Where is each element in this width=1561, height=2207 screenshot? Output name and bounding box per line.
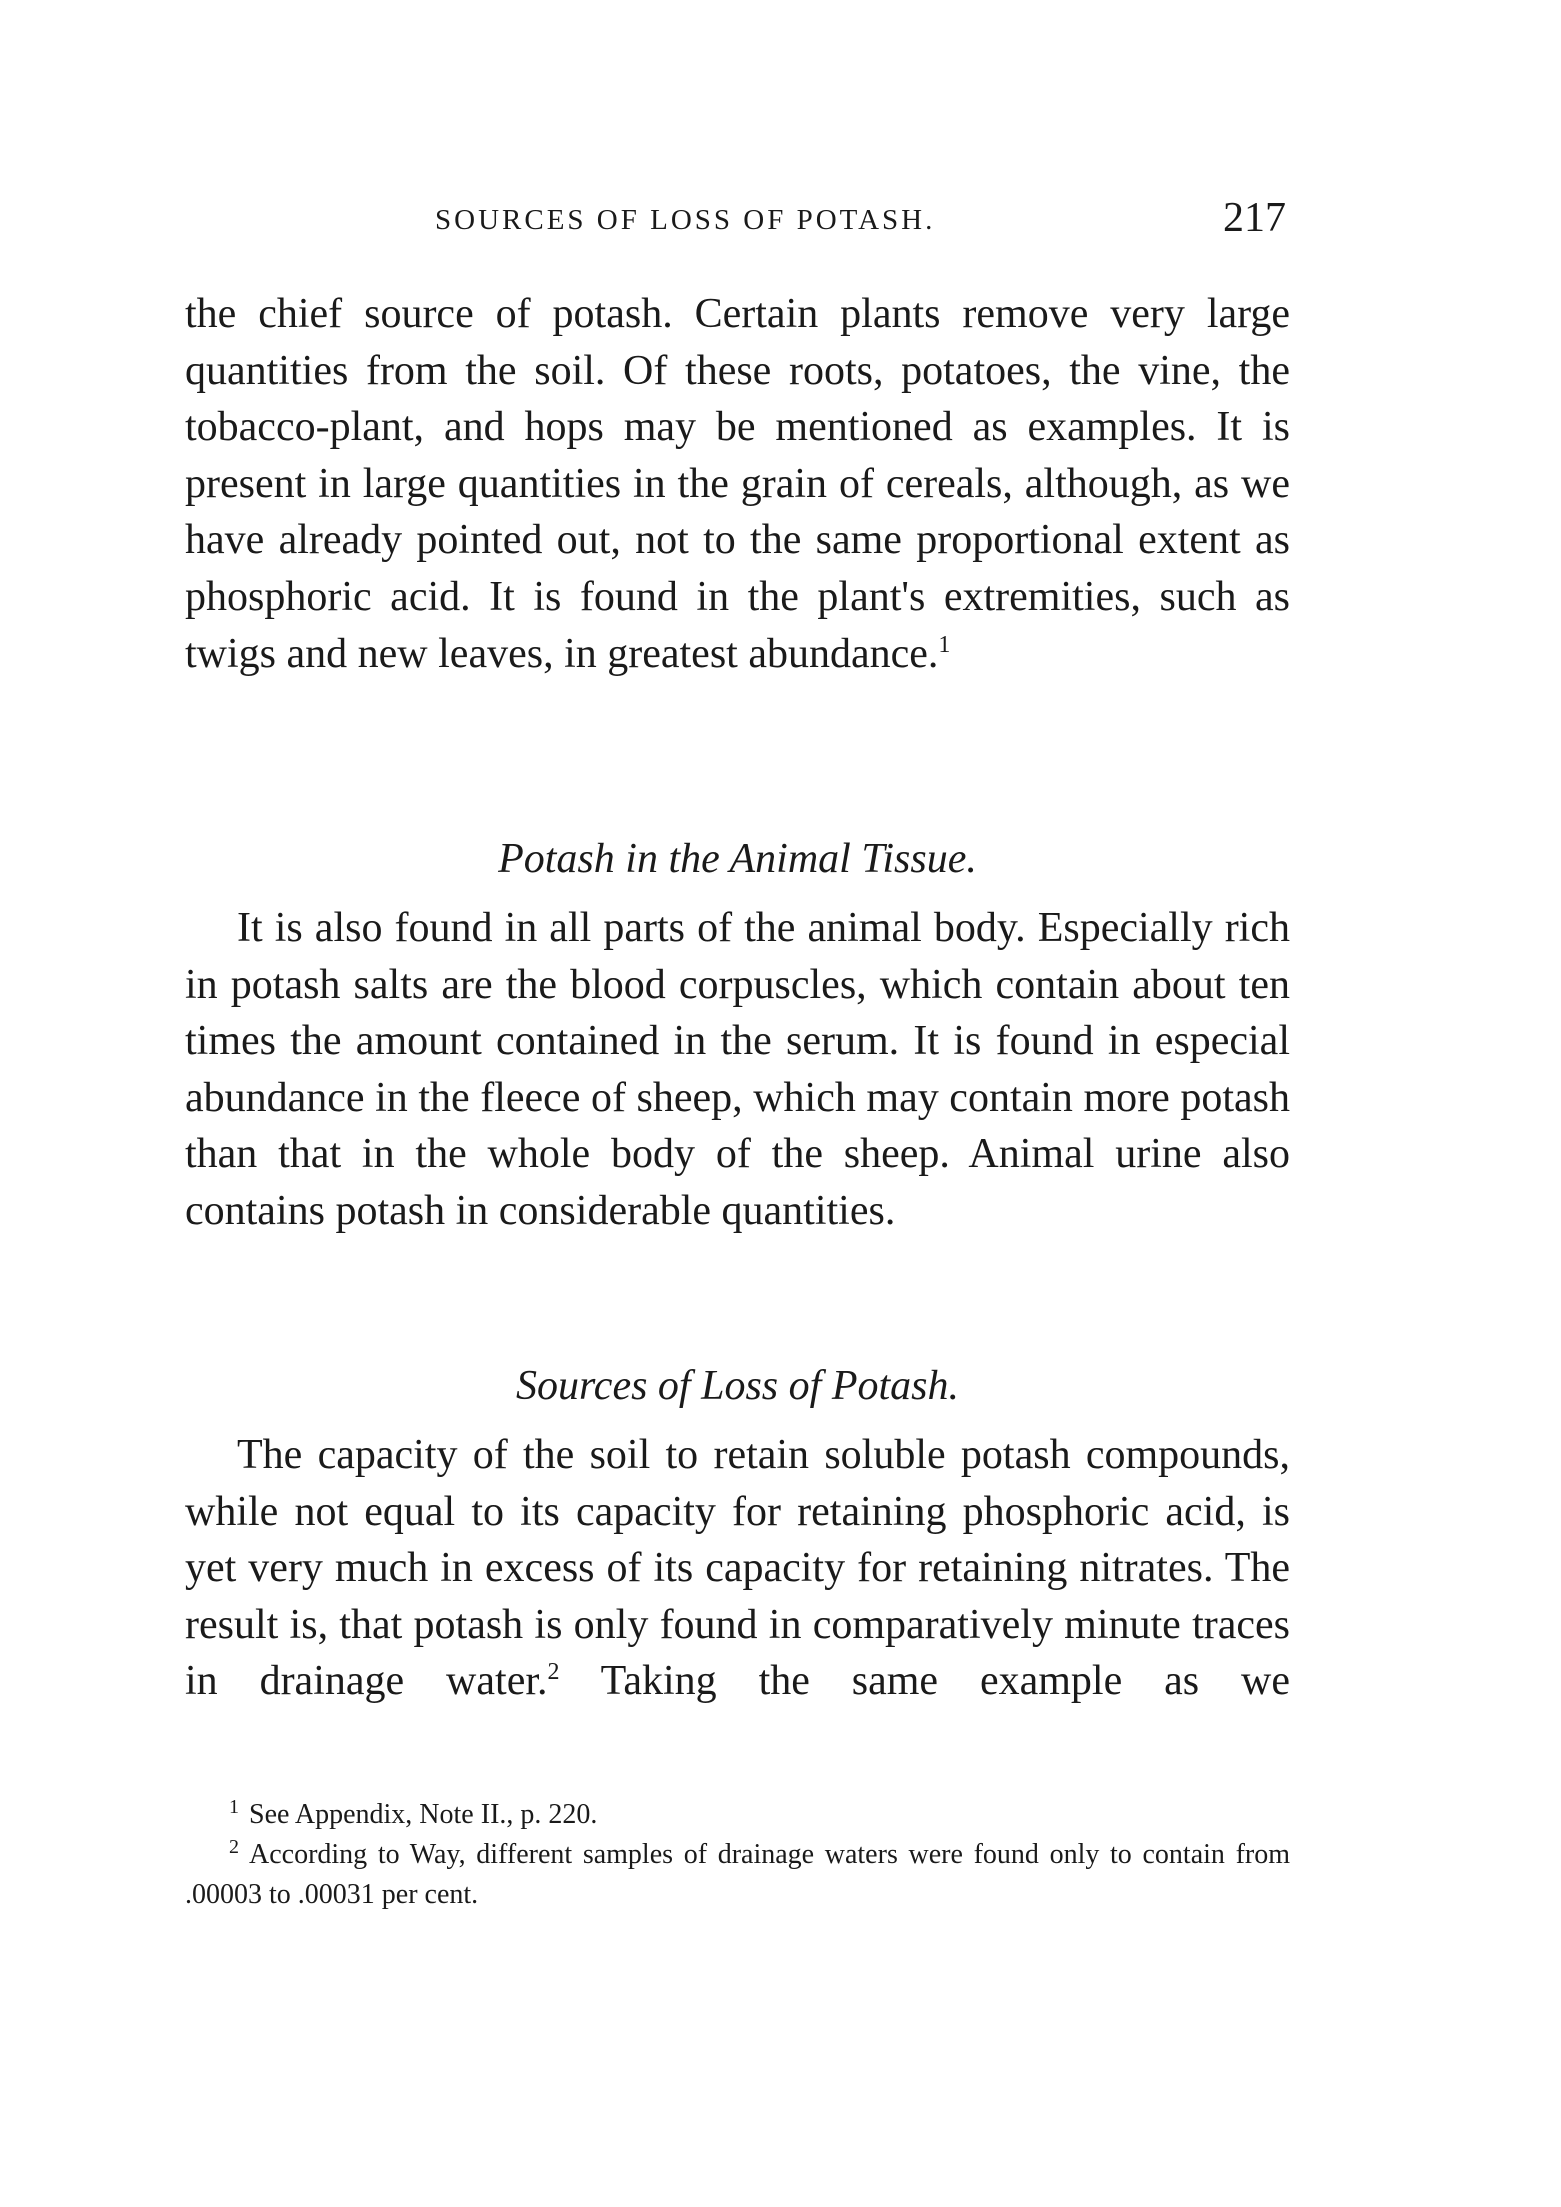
footnote-mark: 2	[229, 1835, 239, 1858]
paragraph-animal-potash	[185, 900, 1290, 1240]
footnote-2	[185, 1835, 1290, 1915]
paragraph-text: the chief source of potash. Certain plants remove very large quantities from the soil. Of these roots, potatoes, the vine, the tobacco-plant, and hops may be mentioned as examples. It is present in large quantities in the grain of cereals, although, as we have already pointed out, not to the same proportional extent as phosphoric acid. It is found in the plant's extremities, such as twigs and new leaves, in greatest abundance.	[185, 291, 1290, 677]
section-heading-sources-of-loss: Sources of Loss of Potash.	[516, 1363, 959, 1409]
paragraph-loss-of-potash	[185, 1427, 1290, 1710]
paragraph-text: The capacity of the soil to retain soluble potash compounds, while not equal to its capacity for retaining phosphoric acid, is yet very much in excess of its capacity for retaining nitrates. The result is, that potash is only found in comparatively minute traces in drainage water.	[185, 1432, 1290, 1705]
footnote-ref-1: 1	[938, 631, 951, 658]
footnote-mark: 1	[229, 1795, 239, 1818]
footnote-1	[185, 1795, 1290, 1835]
section-heading-animal-tissue: Potash in the Animal Tissue.	[498, 836, 977, 882]
paragraph-text-continued: Taking the same example as we	[559, 1658, 1290, 1705]
footnote-text: See Appendix, Note II., p. 220.	[249, 1799, 598, 1830]
page-number: 217	[1223, 195, 1286, 241]
footnote-ref-2: 2	[547, 1659, 560, 1686]
page-header	[185, 196, 1290, 246]
paragraph-plant-potash	[185, 286, 1290, 682]
running-head: SOURCES OF LOSS OF POTASH.	[435, 204, 936, 236]
paragraph-text: It is also found in all parts of the animal body. Especially rich in potash salts are the blood corpuscles, which contain about ten times the amount contained in the serum. It is found in especial abundance in the fleece of sheep, which may contain more potash than that in the whole body of the sheep. Animal urine also contains potash in considerable quantities.	[185, 905, 1290, 1234]
footnote-text: According to Way, different samples of drainage waters were found only to contain from .00003 to .00031 per cent.	[185, 1839, 1290, 1910]
footnotes	[185, 1795, 1290, 1915]
